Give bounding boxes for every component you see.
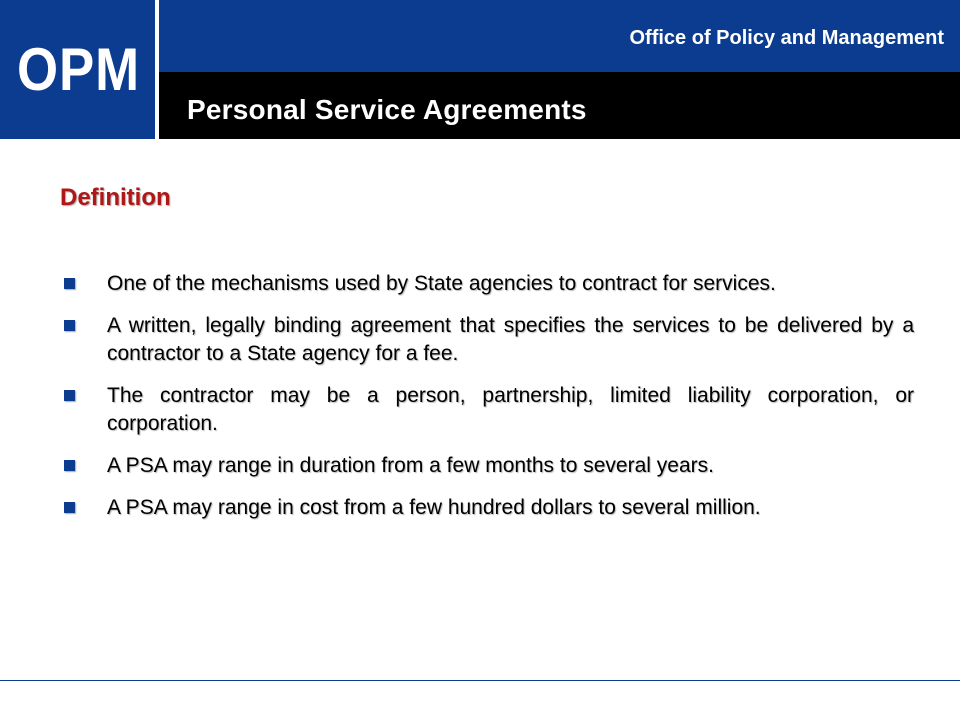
footer-divider <box>0 680 960 681</box>
section-heading: Definition <box>60 184 171 211</box>
square-bullet-icon <box>64 390 75 401</box>
list-item-text: A PSA may range in duration from a few months to several years. <box>107 454 714 477</box>
list-item <box>64 382 914 438</box>
top-bar <box>159 0 960 72</box>
square-bullet-icon <box>64 502 75 513</box>
list-item <box>64 270 914 298</box>
list-item <box>64 312 914 368</box>
list-item-text: A written, legally binding agreement that specifies the services to be delivered by a contractor to a State agency for a fee. <box>107 314 914 365</box>
square-bullet-icon <box>64 460 75 471</box>
list-item-text: A PSA may range in cost from a few hundred dollars to several million. <box>107 496 761 519</box>
logo: OPM <box>17 36 140 103</box>
square-bullet-icon <box>64 278 75 289</box>
definition-list <box>64 270 914 536</box>
list-item-text: The contractor may be a person, partnership, limited liability corporation, or corporation. <box>107 384 914 435</box>
title-bar <box>159 72 960 139</box>
organization-name: Office of Policy and Management <box>629 27 944 49</box>
logo-box <box>0 0 157 139</box>
square-bullet-icon <box>64 320 75 331</box>
list-item-text: One of the mechanisms used by State agencies to contract for services. <box>107 272 776 295</box>
list-item <box>64 494 914 522</box>
page-title: Personal Service Agreements <box>187 94 587 125</box>
list-item <box>64 452 914 480</box>
